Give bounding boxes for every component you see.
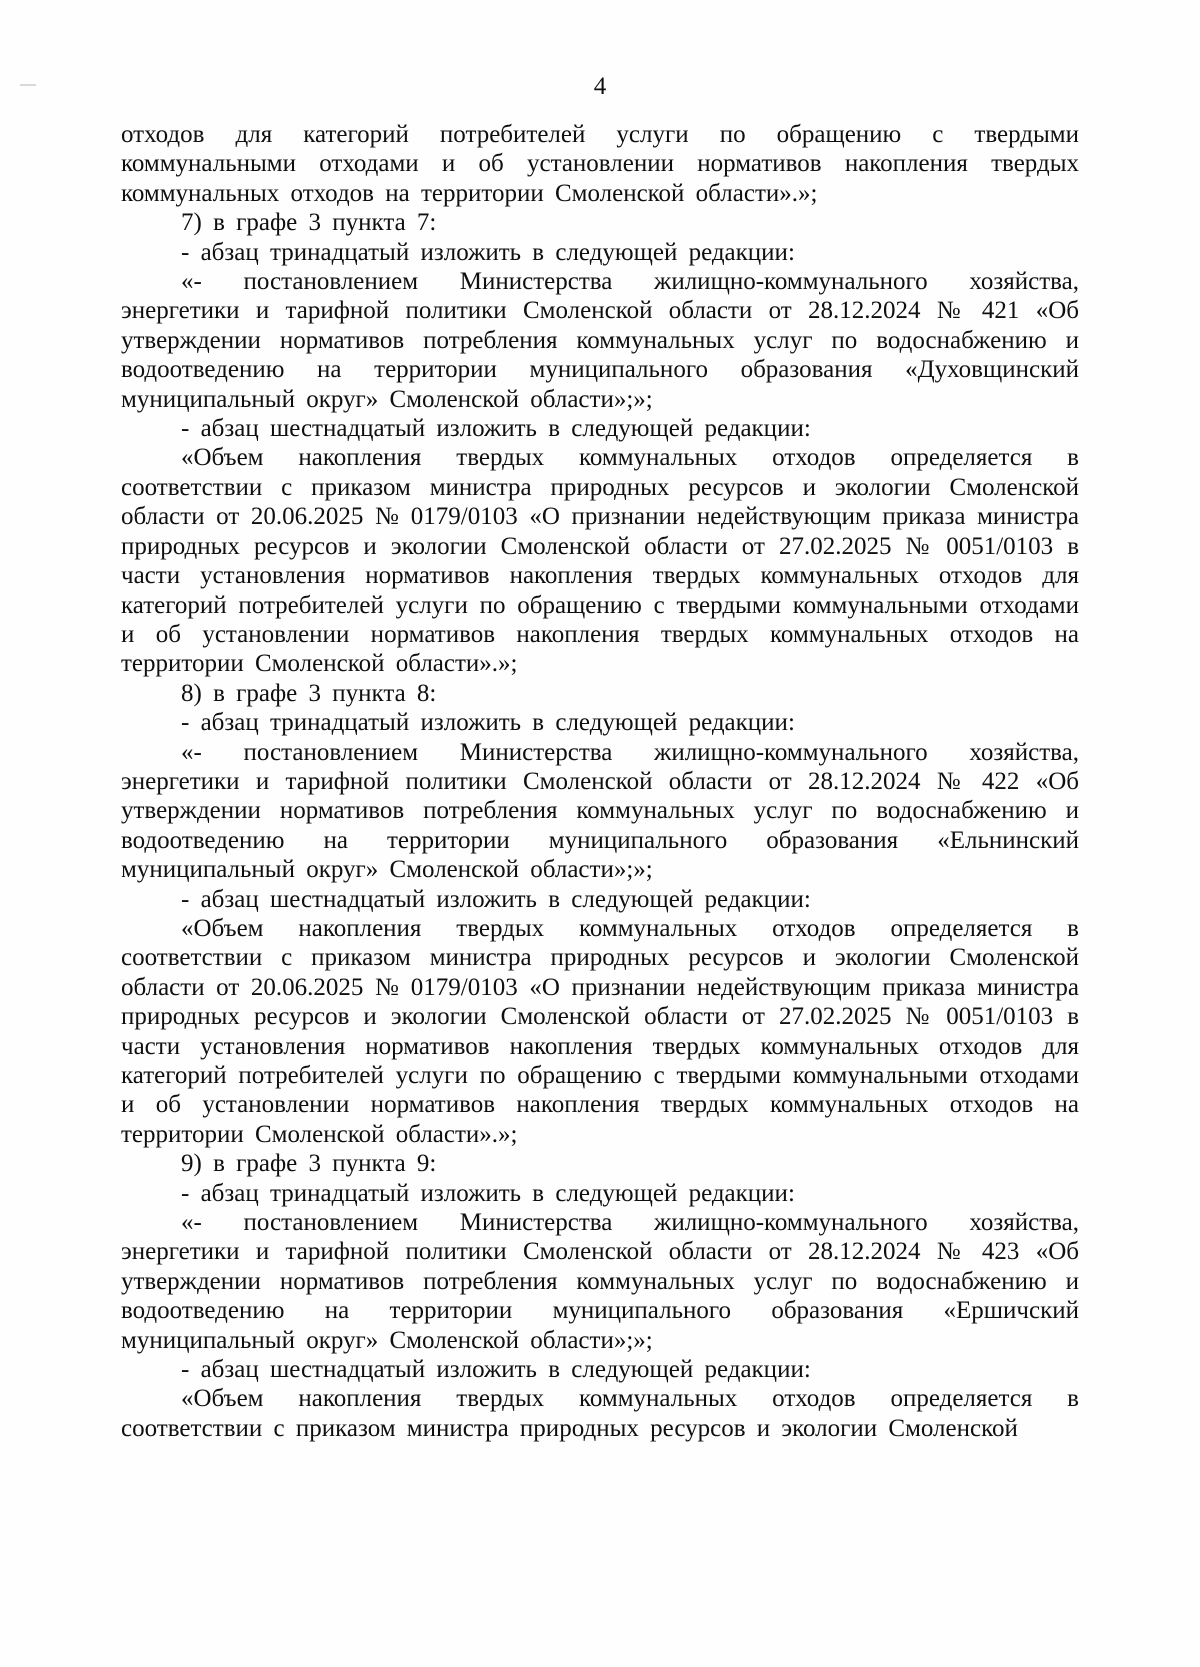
paragraph: «Объем накопления твердых коммунальных отходов определяется в соответствии с приказом министра природных ресурсов и экологии Смоленской области от 20.06.2025 № 0179/0103 «О признании недействующим приказа министра природных ресурсов и экологии Смоленской области от 27.02.2025 № 0051/0103 в части установления нормативов накопления твердых коммунальных отходов для категорий потребителей услуги по обращению с твердыми коммунальными отходами и об установлении нормативов накопления твердых коммунальных отходов на территории Смоленской области».»;: [121, 914, 1079, 1148]
paragraph: - абзац шестнадцатый изложить в следующей редакции:: [181, 415, 811, 443]
paragraph: - абзац шестнадцатый изложить в следующей редакции:: [181, 1356, 811, 1384]
paragraph: отходов для категорий потребителей услуги по обращению с твердыми коммунальными отходами и об установлении нормативов накопления твердых коммунальных отходов на территории Смоленской области».»;: [121, 121, 1079, 207]
paragraph: 8) в графе 3 пункта 8:: [181, 679, 437, 707]
paragraph: «Объем накопления твердых коммунальных отходов определяется в соответствии с приказом министра природных ресурсов и экологии Смоленской области от 20.06.2025 № 0179/0103 «О признании недействующим приказа министра природных ресурсов и экологии Смоленской области от 27.02.2025 № 0051/0103 в части установления нормативов накопления твердых коммунальных отходов для категорий потребителей услуги по обращению с твердыми коммунальными отходами и об установлении нормативов накопления твердых коммунальных отходов на территории Смоленской области».»;: [121, 444, 1079, 678]
document-body: [121, 120, 1079, 1443]
paragraph: 9) в графе 3 пункта 9:: [181, 1150, 437, 1178]
paragraph: «Объем накопления твердых коммунальных отходов определяется в соответствии с приказом министра природных ресурсов и экологии Смоленской: [121, 1385, 1079, 1442]
scan-artifact: [20, 84, 36, 86]
paragraph: - абзац тринадцатый изложить в следующей редакции:: [181, 238, 795, 266]
paragraph: - абзац тринадцатый изложить в следующей редакции:: [181, 1179, 795, 1207]
paragraph: 7) в графе 3 пункта 7:: [181, 209, 437, 237]
paragraph: «- постановлением Министерства жилищно-коммунального хозяйства, энергетики и тарифной политики Смоленской области от 28.12.2024 № 423 «Об утверждении нормативов потребления коммунальных услуг по водоснабжению и водоотведению на территории муниципального образования «Ершичский муниципальный округ» Смоленской области»;»;: [121, 1209, 1079, 1354]
paragraph: «- постановлением Министерства жилищно-коммунального хозяйства, энергетики и тарифной политики Смоленской области от 28.12.2024 № 421 «Об утверждении нормативов потребления коммунальных услуг по водоснабжению и водоотведению на территории муниципального образования «Духовщинский муниципальный округ» Смоленской области»;»;: [121, 268, 1079, 413]
paragraph: - абзац тринадцатый изложить в следующей редакции:: [181, 709, 795, 737]
paragraph: «- постановлением Министерства жилищно-коммунального хозяйства, энергетики и тарифной политики Смоленской области от 28.12.2024 № 422 «Об утверждении нормативов потребления коммунальных услуг по водоснабжению и водоотведению на территории муниципального образования «Ельнинский муниципальный округ» Смоленской области»;»;: [121, 738, 1079, 884]
page-number: 4: [593, 73, 607, 100]
paragraph: - абзац шестнадцатый изложить в следующей редакции:: [181, 885, 811, 913]
